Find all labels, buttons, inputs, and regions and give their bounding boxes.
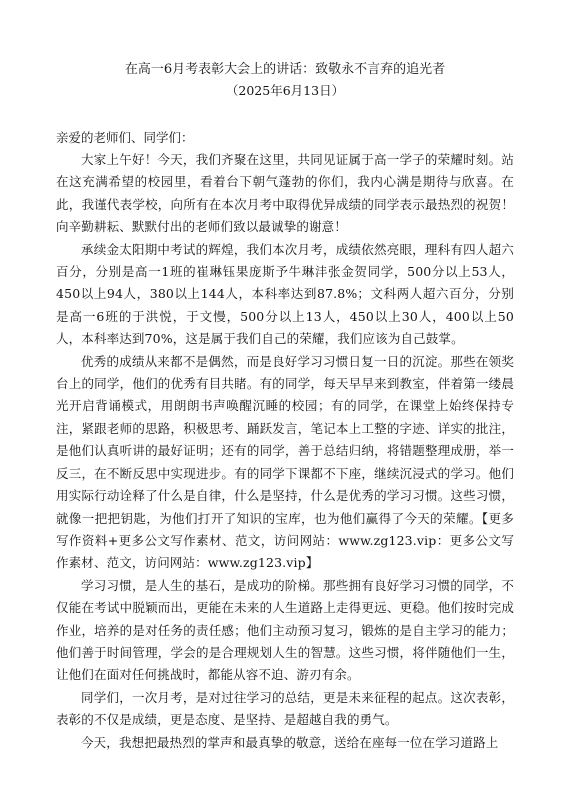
paragraph-closing: 今天，我想把最热烈的掌声和最真挚的敬意，送给在座每一位在学习道路上 xyxy=(81,734,499,750)
document-date: （2025年6月13日） xyxy=(225,83,345,98)
paragraph-results: 承续金太阳期中考试的辉煌，我们本次月考，成绩依然亮眼，理科有四人超六百分，分别是高一1班的崔琳钰果庞斯予牛琳沣张金贺同学，500分以上53人，450以上94人，380以上144人，本科率达到87.8%；文科两人超六百分，分别是高一6班的于洪悦，于文慢，500分以上13人，450以上30人，400以上50人，本科率达到70%，这是属于我们自己的荣耀，我们应该为自己鼓掌。 xyxy=(56,241,514,347)
paragraph-habits: 优秀的成绩从来都不是偶然，而是良好学习习惯日复一日的沉淀。那些在领奖台上的同学，他们的优秀有目共睹。有的同学，每天早早来到教室，伴着第一缕晨光开启背诵模式，用朗朗书声唤醒沉睡的校园；有的同学，在课堂上始终保持专注，紧跟老师的思路，积极思考、踊跃发言，笔记本上工整的字迹、详实的批注，是他们认真听讲的最好证明；还有的同学，善于总结归纳，将错题整理成册，举一反三，在不断反思中实现进步。有的同学下课都不下座，继续沉浸式的学习。他们用实际行动诠释了什么是自律，什么是坚持，什么是优秀的学习习惯。这些习惯，就像一把把钥匙，为他们打开了知识的宝库，也为他们赢得了今天的荣耀。【更多写作资料+更多公文写作素材、范文，访问网站：www.zg123.vip：更多公文写作素材、范文，访问网站：www.zg123.vip】 xyxy=(56,353,514,571)
paragraph-foundation: 学习习惯，是人生的基石，是成功的阶梯。那些拥有良好学习习惯的同学，不仅能在考试中脱颖而出，更能在未来的人生道路上走得更远、更稳。他们按时完成作业，培养的是对任务的责任感；他们主动预习复习，锻炼的是自主学习的能力；他们善于时间管理，学会的是合理规划人生的智慧。这些习惯，将伴随他们一生，让他们在面对任何挑战时，都能从容不迫、游刃有余。 xyxy=(56,577,514,683)
paragraph-opening: 大家上午好！今天，我们齐聚在这里，共同见证属于高一学子的荣耀时刻。站在这充满希望的校园里，看着台下朝气蓬勃的你们，我内心满是期待与欣喜。在此，我谨代表学校，向所有在本次月考中取得优异成绩的同学表示最热烈的祝贺！向辛勤耕耘、默默付出的老师们致以最诚挚的谢意！ xyxy=(56,152,514,235)
paragraph-summary: 同学们，一次月考，是对过往学习的总结，更是未来征程的起点。这次表彰，表彰的不仅是成绩，更是态度、是坚持、是超越自我的勇气。 xyxy=(56,689,514,728)
document-title: 在高一6月考表彰大会上的讲话：致敬永不言弃的追光者 xyxy=(124,62,446,77)
greeting: 亲爱的老师们、同学们： xyxy=(56,130,194,145)
